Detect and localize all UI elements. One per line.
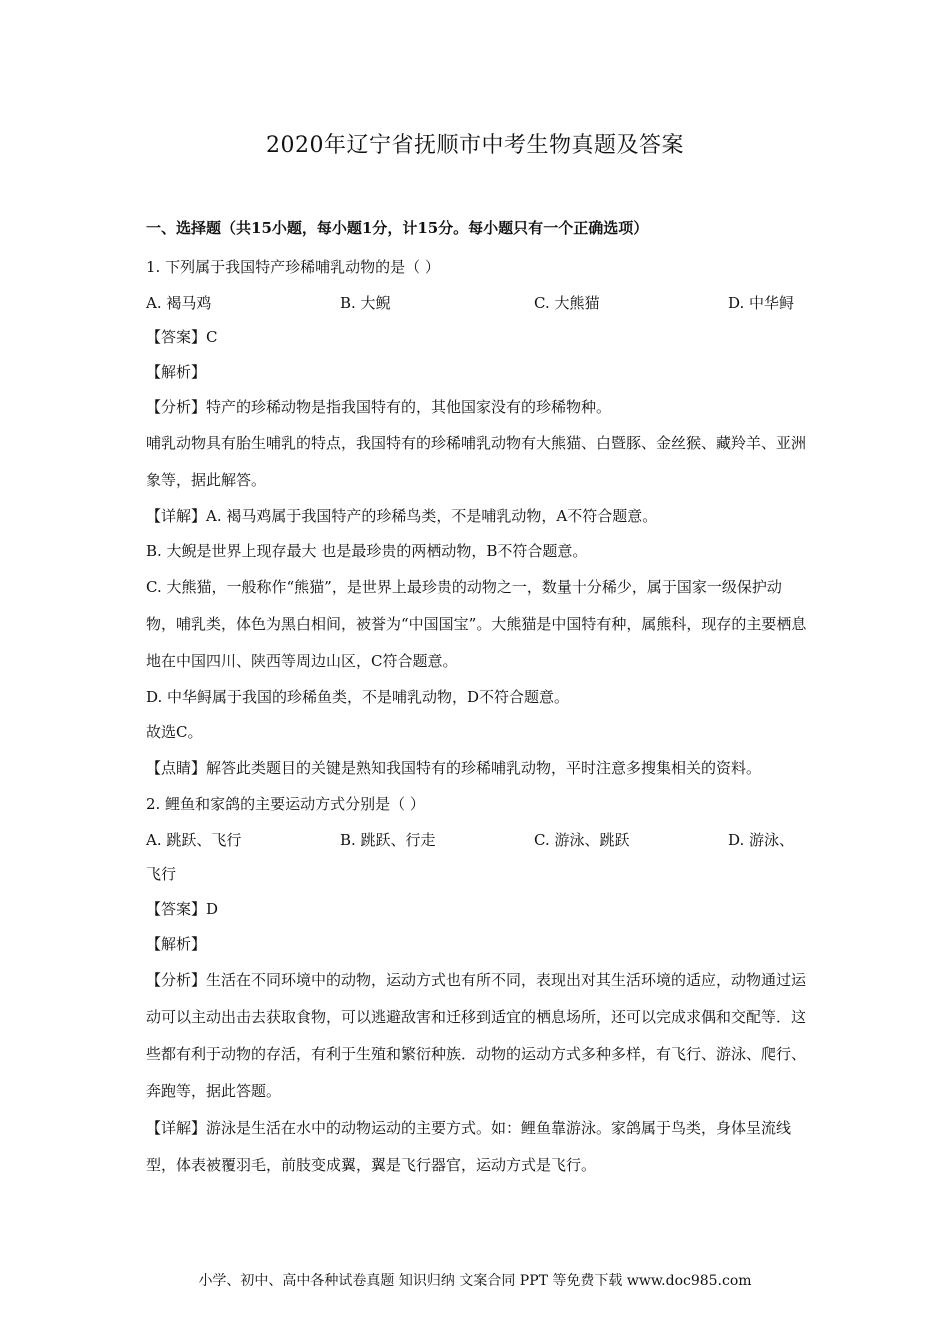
question-2-options: [146, 822, 810, 857]
question-1-fenxi: 【分析】特产的珍稀动物是指我国特有的，其他国家没有的珍稀物种。: [146, 398, 612, 416]
document-body: [146, 250, 810, 1184]
question-1-dianjing: 【点睛】解答此类题目的关键是熟知我国特有的珍稀哺乳动物，平时注意多搜集相关的资料。: [146, 759, 762, 777]
question-2-analysis-label: 【解析】: [146, 935, 207, 953]
question-1-detail-d: D. 中华鲟属于我国的珍稀鱼类，不是哺乳动物，D不符合题意。: [146, 688, 570, 706]
page-title: 2020年辽宁省抚顺市中考生物真题及答案: [266, 133, 684, 158]
question-1-detail-b: B. 大鲵是世界上现存最大 也是最珍贵的两栖动物，B不符合题意。: [146, 542, 588, 560]
question-2-option-wrap: 飞行: [146, 865, 177, 883]
option-d: D. 中华鲟: [728, 294, 795, 312]
question-2-stem: 2. 鲤鱼和家鸽的主要运动方式分别是（ ）: [146, 795, 425, 813]
page-footer: 小学、初中、高中各种试卷真题 知识归纳 文案合同 PPT 等免费下载 www.doc985.com: [198, 1273, 752, 1289]
option-b: B. 大鲵: [340, 294, 391, 312]
question-1-analysis-label: 【解析】: [146, 363, 207, 381]
question-2-answer: 【答案】D: [146, 900, 219, 918]
question-1-detail-a: 【详解】A. 褐马鸡属于我国特产的珍稀鸟类，不是哺乳动物，A不符合题意。: [146, 507, 658, 525]
option-b: B. 跳跃、行走: [340, 831, 436, 849]
question-1-stem: 1. 下列属于我国特产珍稀哺乳动物的是（ ）: [146, 258, 440, 276]
question-2-detail: 【详解】游泳是生活在水中的动物运动的主要方式。如：鲤鱼靠游泳。家鸽属于鸟类，身体呈流线型，体表被覆羽毛，前肢变成翼，翼是飞行器官，运动方式是飞行。: [146, 1119, 792, 1174]
question-1-options: [146, 285, 810, 320]
option-a: A. 褐马鸡: [146, 294, 212, 312]
option-d: D. 游泳、: [728, 831, 795, 849]
option-c: C. 大熊猫: [534, 294, 600, 312]
section-heading: 一、选择题（共15小题，每小题1分，计15分。每小题只有一个正确选项）: [146, 219, 649, 237]
question-1-fenxi-2: 哺乳动物具有胎生哺乳的特点，我国特有的珍稀哺乳动物有大熊猫、白暨豚、金丝猴、藏羚羊、亚洲象等，据此解答。: [146, 434, 807, 489]
question-1-detail-c: C. 大熊猫，一般称作“熊猫”，是世界上最珍贵的动物之一，数量十分稀少，属于国家一级保护动物，哺乳类，体色为黑白相间，被誉为“中国国宝”。大熊猫是中国特有种，属熊科，现存的主要栖息地在中国四川、陕西等周边山区，C符合题意。: [146, 578, 807, 670]
question-2-fenxi: 【分析】生活在不同环境中的动物，运动方式也有所不同，表现出对其生活环境的适应，动物通过运动可以主动出击去获取食物，可以逃避敌害和迁移到适宜的栖息场所，还可以完成求偶和交配等．这些都有利于动物的存活，有利于生殖和繁衍种族．动物的运动方式多种多样，有飞行、游泳、爬行、奔跑等，据此答题。: [146, 971, 807, 1100]
question-1-conclusion: 故选C。: [146, 723, 203, 741]
option-a: A. 跳跃、飞行: [146, 831, 242, 849]
option-c: C. 游泳、跳跃: [534, 831, 630, 849]
question-1-answer: 【答案】C: [146, 328, 218, 346]
